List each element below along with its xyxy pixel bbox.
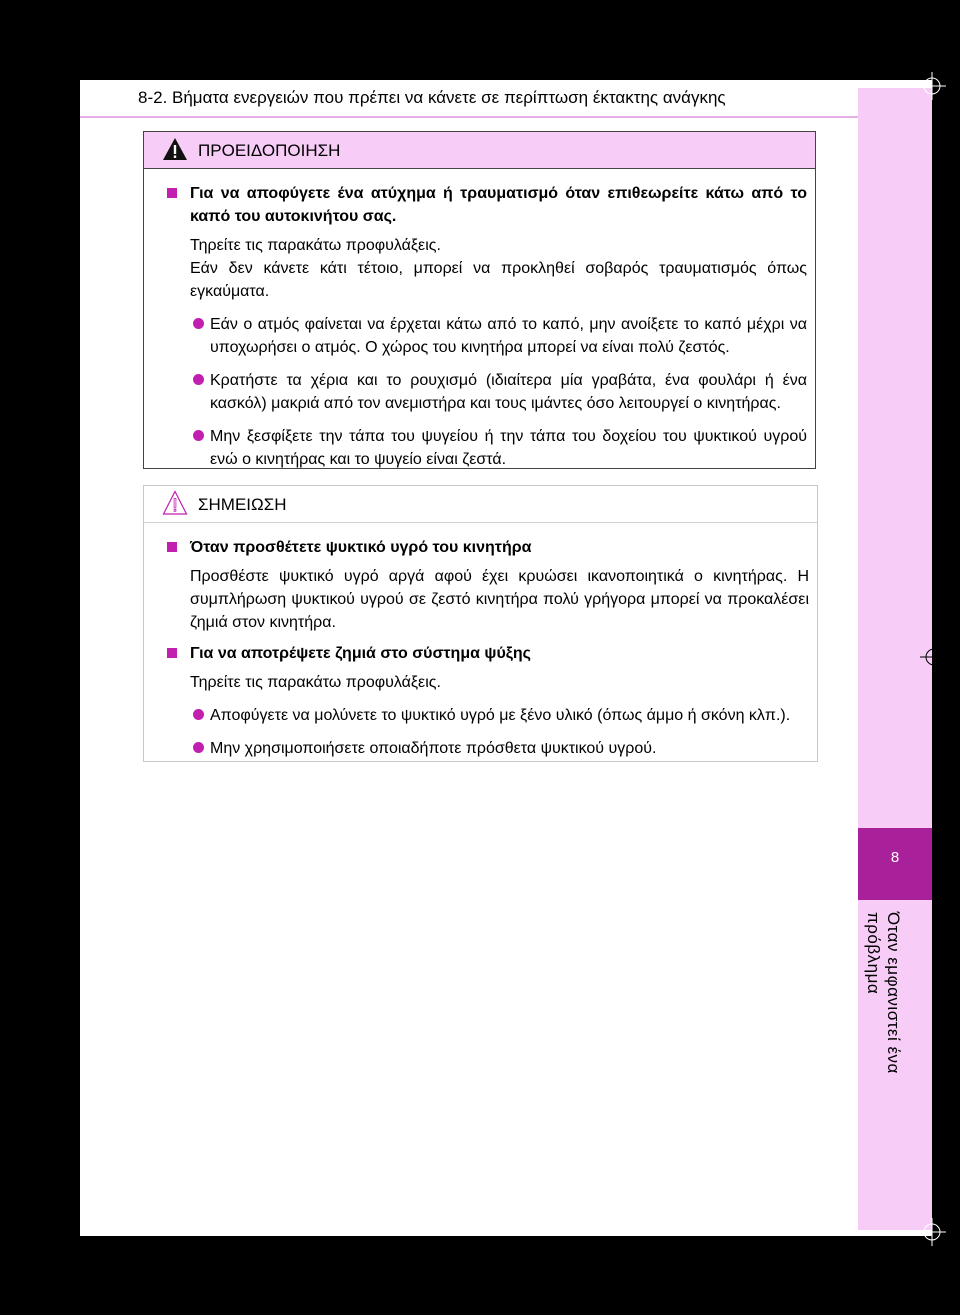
square-bullet-icon	[167, 648, 177, 658]
notice-content	[166, 536, 809, 760]
warning-heading: Για να αποφύγετε ένα ατύχημα ή τραυματισμό όταν επιθεωρείτε κάτω από το καπό του αυτοκινήτου σας.	[166, 182, 807, 228]
running-head: 8-2. Βήματα ενεργειών που πρέπει να κάνετε σε περίπτωση έκτακτης ανάγκης	[138, 88, 726, 107]
square-bullet-icon	[167, 188, 177, 198]
list-item: Μην χρησιμοποιήσετε οποιαδήποτε πρόσθετα ψυκτικού υγρού.	[166, 737, 809, 760]
dot-bullet-icon	[193, 430, 204, 441]
notice-box	[143, 485, 818, 762]
dot-bullet-icon	[193, 742, 204, 753]
list-item: Κρατήστε τα χέρια και το ρουχισμό (ιδιαίτερα μία γραβάτα, ένα φουλάρι ή ένα κασκόλ) μακριά από τον ανεμιστήρα και τους ιμάντες όσο λειτουργεί ο κινητήρας.	[166, 369, 807, 415]
warning-title: ΠΡΟΕΙΔΟΠΟΙΗΣΗ	[198, 141, 341, 160]
notice-text-2: Τηρείτε τις παρακάτω προφυλάξεις.	[190, 674, 441, 691]
square-bullet-icon	[167, 542, 177, 552]
warning-header	[144, 132, 815, 169]
list-item: Εάν ο ατμός φαίνεται να έρχεται κάτω από το καπό, μην ανοίξετε το καπό μέχρι να υποχωρήσει ο ατμός. Ο χώρος του κινητήρα μπορεί να είναι πολύ ζεστός.	[166, 313, 807, 359]
warning-box	[143, 131, 816, 469]
caution-outline-icon	[162, 490, 188, 516]
registration-mark-icon	[918, 72, 946, 100]
list-item: Αποφύγετε να μολύνετε το ψυκτικό υγρό με ξένο υλικό (όπως άμμο ή σκόνη κλπ.).	[166, 704, 809, 727]
notice-text-1: Προσθέστε ψυκτικό υγρό αργά αφού έχει κρυώσει ικανοποιητικά ο κινητήρας. Η συμπλήρωση ψυκτικού υγρού σε ζεστό κινητήρα πολύ γρήγορα μπορεί να προκαλέσει ζημιά στον κινητήρα.	[190, 568, 809, 631]
notice-header	[144, 486, 817, 523]
dot-bullet-icon	[193, 374, 204, 385]
list-item: Μην ξεσφίξετε την τάπα του ψυγείου ή την τάπα του δοχείου του ψυκτικού υγρού ενώ ο κινητήρας και το ψυγείο είναι ζεστά.	[166, 425, 807, 471]
warning-intro: Τηρείτε τις παρακάτω προφυλάξεις.	[190, 237, 441, 254]
warning-intro-2: Εάν δεν κάνετε κάτι τέτοιο, μπορεί να προκληθεί σοβαρός τραυματισμός όπως εγκαύματα.	[190, 260, 807, 300]
chapter-number: 8	[858, 828, 932, 900]
notice-heading-1: Όταν προσθέτετε ψυκτικό υγρό του κινητήρα	[166, 536, 809, 559]
warning-triangle-icon	[162, 137, 188, 161]
notice-heading-2: Για να αποτρέψετε ζημιά στο σύστημα ψύξης	[166, 642, 809, 665]
registration-mark-icon	[920, 643, 948, 671]
dot-bullet-icon	[193, 318, 204, 329]
header-rule	[80, 116, 858, 118]
chapter-title: Όταν εμφανιστεί ένα πρόβλημα	[864, 912, 903, 1074]
notice-title: ΣΗΜΕΙΩΣΗ	[198, 495, 287, 514]
dot-bullet-icon	[193, 709, 204, 720]
registration-mark-icon	[918, 1218, 946, 1246]
warning-content	[166, 182, 807, 471]
